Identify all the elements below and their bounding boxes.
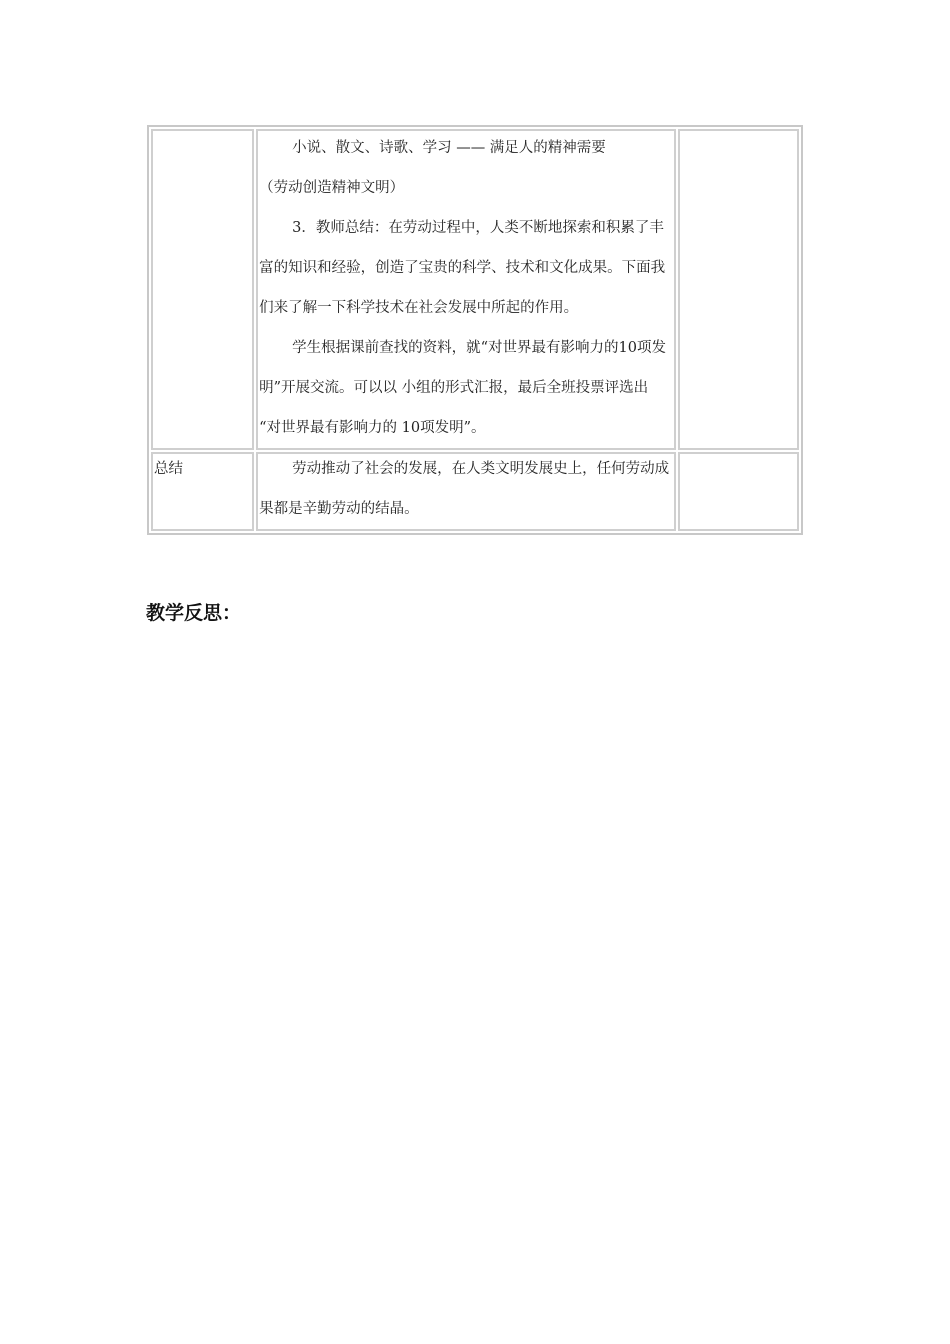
table-row [151,452,799,531]
reflection-heading: 教学反思： [146,602,242,624]
paragraph: 3．教师总结：在劳动过程中，人类不断地探索和积累了丰富的知识和经验，创造了宝贵的科学、技术和文化成果。下面我们来了解一下科学技术在社会发展中所起的作用。 [259,220,666,316]
lesson-plan-table [147,125,803,535]
paragraph: 劳动推动了社会的发展，在人类文明发展史上，任何劳动成果都是辛勤劳动的结晶。 [259,461,670,517]
row-label-summary: 总结 [154,461,183,477]
table-row [151,129,799,450]
content-text [258,449,674,529]
content-cell [256,129,676,450]
paragraph: 小说、散文、诗歌、学习 —— 满足人的精神需要 [292,140,606,156]
note-cell [678,129,799,450]
paragraph: （劳动创造精神文明） [259,180,405,196]
row-label-cell [151,452,254,531]
row-label-cell [151,129,254,450]
content-cell [256,452,676,531]
note-cell [678,452,799,531]
content-text [258,128,674,448]
paragraph: 学生根据课前查找的资料，就“对世界最有影响力的10项发明”开展交流。可以以 小组的形式汇报，最后全班投票评选出 “对世界最有影响力的 10项发明”。 [259,340,666,436]
